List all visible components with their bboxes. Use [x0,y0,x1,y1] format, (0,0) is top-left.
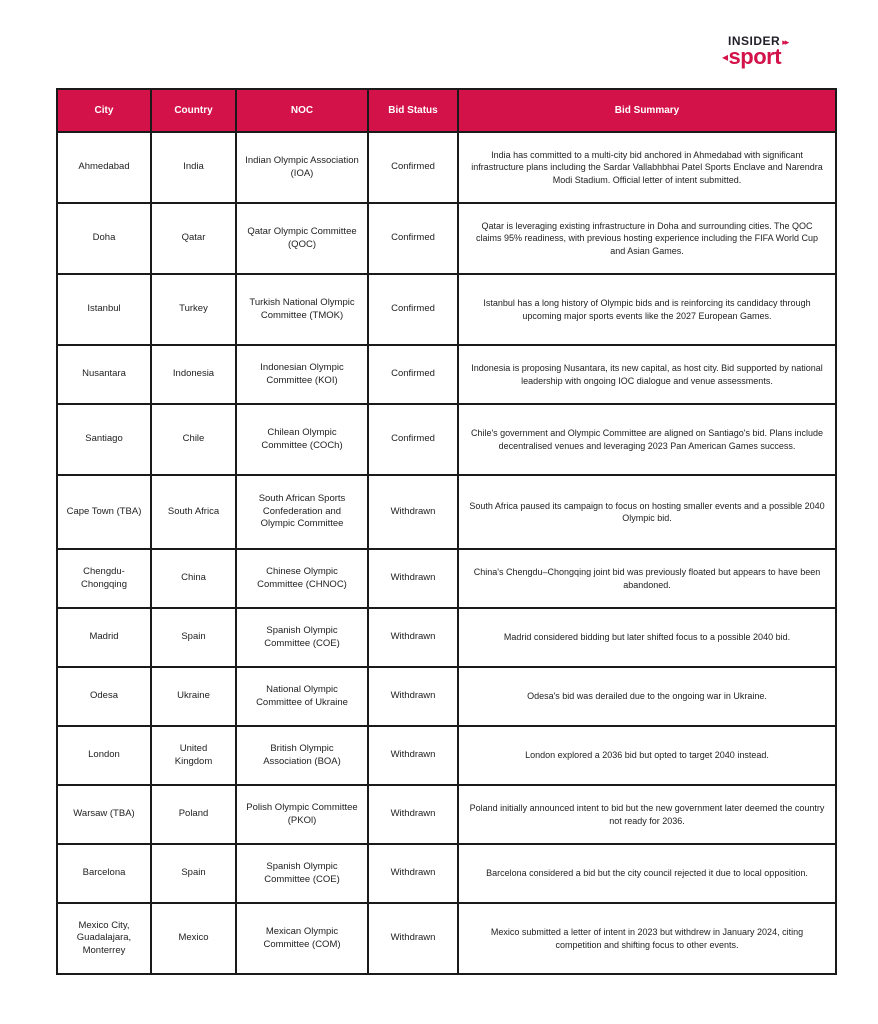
cell-city: Istanbul [57,274,151,345]
cell-country: China [151,549,236,608]
cell-city: Chengdu-Chongqing [57,549,151,608]
cell-country: Chile [151,404,236,475]
cell-noc: National Olympic Committee of Ukraine [236,667,368,726]
logo-arrow-left-icon: ◂ [722,50,728,64]
table-row [57,549,836,608]
cell-summary: Mexico submitted a letter of intent in 2023 but withdrew in January 2024, citing competition and shifting focus to other events. [458,903,836,974]
cell-noc: Turkish National Olympic Committee (TMOK) [236,274,368,345]
cell-city: Odesa [57,667,151,726]
cell-city: Nusantara [57,345,151,404]
table-row [57,203,836,274]
cell-city: Doha [57,203,151,274]
cell-city: Santiago [57,404,151,475]
cell-city: Ahmedabad [57,132,151,203]
cell-country: Spain [151,844,236,903]
cell-city: Mexico City, Guadalajara, Monterrey [57,903,151,974]
table-row [57,844,836,903]
table-row [57,667,836,726]
cell-status: Confirmed [368,345,458,404]
cell-country: South Africa [151,475,236,549]
cell-status: Withdrawn [368,667,458,726]
cell-summary: Barcelona considered a bid but the city council rejected it due to local opposition. [458,844,836,903]
cell-noc: Mexican Olympic Committee (COM) [236,903,368,974]
cell-status: Confirmed [368,203,458,274]
cell-status: Confirmed [368,404,458,475]
cell-status: Confirmed [368,274,458,345]
insider-sport-logo [722,34,822,74]
table-row [57,132,836,203]
header-status: Bid Status [368,89,458,132]
cell-noc: South African Sports Confederation and Olympic Committee [236,475,368,549]
table-row [57,726,836,785]
cell-noc: British Olympic Association (BOA) [236,726,368,785]
cell-summary: Poland initially announced intent to bid but the new government later deemed the country not ready for 2036. [458,785,836,844]
cell-status: Withdrawn [368,726,458,785]
cell-city: Warsaw (TBA) [57,785,151,844]
cell-noc: Chinese Olympic Committee (CHNOC) [236,549,368,608]
cell-summary: India has committed to a multi-city bid anchored in Ahmedabad with significant infrastructure plans including the Sardar Vallabhbhai Patel Sports Enclave and Narendra Modi Stadium. Official letter of intent submitted. [458,132,836,203]
header-row [57,89,836,132]
cell-noc: Qatar Olympic Committee (QOC) [236,203,368,274]
table-row [57,345,836,404]
table-row [57,475,836,549]
cell-noc: Indonesian Olympic Committee (KOI) [236,345,368,404]
cell-status: Confirmed [368,132,458,203]
cell-status: Withdrawn [368,785,458,844]
cell-summary: London explored a 2036 bid but opted to target 2040 instead. [458,726,836,785]
table-row [57,608,836,667]
table-row [57,404,836,475]
table-row [57,274,836,345]
cell-status: Withdrawn [368,608,458,667]
cell-city: Madrid [57,608,151,667]
cell-country: Indonesia [151,345,236,404]
cell-country: Mexico [151,903,236,974]
cell-status: Withdrawn [368,844,458,903]
logo-arrow-icon: ▸▸ [782,37,788,47]
cell-country: India [151,132,236,203]
table-body [57,132,836,974]
cell-country: Spain [151,608,236,667]
cell-summary: Qatar is leveraging existing infrastructure in Doha and surrounding cities. The QOC claims 95% readiness, with previous hosting experience including the FIFA World Cup and Asian Games. [458,203,836,274]
cell-status: Withdrawn [368,903,458,974]
cell-city: Cape Town (TBA) [57,475,151,549]
header-summary: Bid Summary [458,89,836,132]
cell-country: Turkey [151,274,236,345]
cell-summary: Istanbul has a long history of Olympic bids and is reinforcing its candidacy through upcoming major sports events like the 2027 European Games. [458,274,836,345]
cell-country: Ukraine [151,667,236,726]
header-country: Country [151,89,236,132]
bids-table [56,88,837,975]
cell-status: Withdrawn [368,549,458,608]
header-city: City [57,89,151,132]
cell-summary: Chile's government and Olympic Committee are aligned on Santiago's bid. Plans include decentralised venues and leveraging 2023 Pan American Games success. [458,404,836,475]
table-row [57,785,836,844]
header-noc: NOC [236,89,368,132]
cell-summary: Odesa's bid was derailed due to the ongoing war in Ukraine. [458,667,836,726]
cell-noc: Polish Olympic Committee (PKOl) [236,785,368,844]
cell-noc: Spanish Olympic Committee (COE) [236,844,368,903]
table-row [57,903,836,974]
cell-city: London [57,726,151,785]
cell-summary: South Africa paused its campaign to focus on hosting smaller events and a possible 2040 Olympic bid. [458,475,836,549]
logo-bottom: ◂sport [722,44,782,69]
logo-top: INSIDER ▸▸ [728,34,788,48]
cell-country: Poland [151,785,236,844]
cell-country: United Kingdom [151,726,236,785]
cell-noc: Indian Olympic Association (IOA) [236,132,368,203]
cell-summary: Indonesia is proposing Nusantara, its new capital, as host city. Bid supported by national leadership with ongoing IOC dialogue and venue assessments. [458,345,836,404]
cell-city: Barcelona [57,844,151,903]
cell-status: Withdrawn [368,475,458,549]
cell-summary: Madrid considered bidding but later shifted focus to a possible 2040 bid. [458,608,836,667]
cell-summary: China's Chengdu–Chongqing joint bid was previously floated but appears to have been abandoned. [458,549,836,608]
cell-country: Qatar [151,203,236,274]
cell-noc: Spanish Olympic Committee (COE) [236,608,368,667]
cell-noc: Chilean Olympic Committee (COCh) [236,404,368,475]
